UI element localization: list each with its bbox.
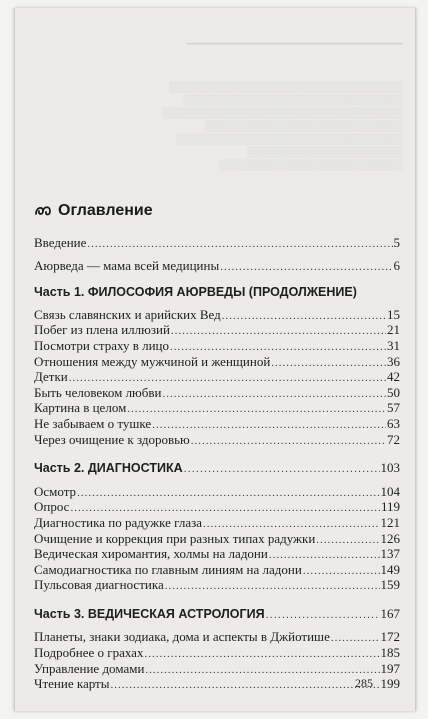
bleed-through-text: ━━━━━━━━━━━━━━━━━━━━━━━━━━━━━━━━━━━━ ▒▒▒▒▒▒▒▒▒▒▒▒▒▒▒▒▒▒▒▒▒▒▒▒▒▒▒▒▒▒▒▒▒ ▒▒▒▒▒▒▒▒▒▒▒▒▒▒▒▒▒▒▒▒▒▒▒▒▒▒▒▒▒▒▒ ▒▒▒▒▒▒▒▒▒▒▒▒▒▒▒▒▒▒▒▒▒▒▒▒▒▒▒▒▒▒▒▒▒▒ ▒▒▒▒▒▒▒▒▒▒▒▒▒▒▒▒▒▒▒▒▒▒▒▒▒▒▒▒ ▒▒▒▒▒▒▒▒▒▒▒▒▒▒▒▒▒▒▒▒▒▒▒▒▒▒▒▒▒▒▒▒ ▒▒▒▒▒▒▒▒▒▒▒▒▒▒▒▒▒▒▒▒▒▒ ▒▒▒▒▒▒▒▒▒▒▒▒▒▒▒▒▒▒▒▒▒▒▒▒▒▒: [162, 39, 403, 171]
toc-entry-page: 159: [380, 577, 400, 593]
toc-entry-page: 15: [387, 306, 400, 322]
leader-dots: [316, 533, 379, 548]
leader-dots: [127, 402, 386, 417]
toc-entry-title: Побег из плена иллюзий: [34, 322, 170, 338]
fleuron-icon: [34, 204, 52, 218]
leader-dots: [271, 356, 386, 371]
toc-entry-page: 197: [380, 660, 400, 676]
toc-heading: [34, 202, 153, 220]
toc-entry[interactable]: [34, 485, 400, 501]
toc-entry-title: Связь славянских и арийских Вед: [34, 306, 221, 322]
toc-entry-title: Опрос: [34, 499, 70, 515]
toc-part-heading[interactable]: [34, 461, 400, 477]
leader-dots: [222, 309, 386, 324]
toc-entry[interactable]: [34, 547, 400, 563]
toc-title: Оглавление: [58, 202, 153, 219]
leader-dots: [110, 678, 379, 693]
toc-entry-page: 5: [393, 235, 400, 250]
toc-entry-page: 57: [387, 400, 400, 416]
toc-entry[interactable]: [34, 433, 400, 449]
toc-entry[interactable]: [34, 500, 400, 516]
toc-entry-page: 36: [387, 353, 400, 369]
toc-entry-page: 72: [387, 431, 400, 447]
leader-dots: [171, 324, 386, 339]
leader-dots: [165, 579, 380, 594]
leader-dots: [220, 260, 392, 275]
toc-entry[interactable]: [34, 339, 400, 355]
toc-entry[interactable]: [34, 578, 400, 594]
page-number: 285: [355, 676, 373, 690]
toc-entry-page: 199: [380, 676, 400, 692]
toc-entry-title: Очищение и коррекция при разных типах радужки: [34, 530, 316, 546]
toc-entry-title: Чтение карты: [34, 676, 110, 692]
leader-dots: [184, 462, 380, 477]
toc-entry[interactable]: [34, 236, 400, 252]
toc-entry-title: Ведическая хиромантия, холмы на ладони: [34, 546, 268, 562]
leader-dots: [191, 434, 386, 449]
toc-entry-page: 63: [387, 415, 400, 431]
toc-entry-title: Введение: [34, 235, 87, 250]
toc-entry-page: 104: [380, 483, 400, 499]
toc-entry[interactable]: [34, 401, 400, 417]
toc-entry[interactable]: [34, 563, 400, 579]
toc-entry-title: Пульсовая диагностика: [34, 577, 164, 593]
toc-part-page: 103: [380, 460, 400, 476]
leader-dots: [87, 237, 392, 252]
toc-part-heading[interactable]: [34, 285, 400, 300]
toc-part-title: Часть 1. ФИЛОСОФИЯ АЮРВЕДЫ (ПРОДОЛЖЕНИЕ): [34, 285, 357, 300]
toc-entry-title: Быть человеком любви: [34, 384, 162, 400]
toc-entry-page: 31: [387, 337, 400, 353]
toc-entry[interactable]: [34, 370, 400, 386]
toc-part-heading[interactable]: [34, 607, 400, 623]
toc-entry-page: 42: [387, 369, 400, 385]
toc-part-title: Часть 2. ДИАГНОСТИКА: [34, 461, 183, 476]
toc-entry-page: 126: [380, 530, 400, 546]
leader-dots: [152, 418, 386, 433]
leader-dots: [266, 608, 380, 623]
leader-dots: [69, 371, 386, 386]
toc-entry[interactable]: [34, 308, 400, 324]
toc-entry-title: Через очищение к здоровью: [34, 431, 190, 447]
toc-entry[interactable]: [34, 516, 400, 532]
toc-entry-title: Подробнее о грахах: [34, 645, 144, 661]
toc-entry[interactable]: [34, 386, 400, 402]
toc-entry-page: 119: [380, 499, 400, 515]
toc-entry-title: Планеты, знаки зодиака, дома и аспекты в Джйотише: [34, 629, 330, 645]
leader-dots: [144, 647, 379, 662]
toc-entry-title: Не забываем о тушке: [34, 415, 152, 431]
leader-dots: [162, 387, 386, 402]
table-of-contents: [34, 236, 400, 693]
toc-entry-title: Картина в целом: [34, 400, 127, 416]
leader-dots: [269, 548, 380, 563]
toc-entry-title: Детки: [34, 369, 68, 385]
toc-entry-page: 6: [393, 257, 400, 273]
leader-dots: [303, 564, 380, 579]
toc-entry-page: 149: [380, 561, 400, 577]
toc-entry[interactable]: [34, 323, 400, 339]
toc-entry-title: Диагностика по радужке глаза: [34, 514, 203, 530]
toc-entry[interactable]: [34, 417, 400, 433]
toc-entry[interactable]: [34, 532, 400, 548]
toc-entry-page: 50: [387, 384, 400, 400]
leader-dots: [203, 517, 379, 532]
toc-part-page: 167: [380, 605, 400, 621]
toc-entry-title: Осмотр: [34, 483, 77, 499]
toc-entry[interactable]: [34, 662, 400, 678]
toc-entry-title: Аюрведа — мама всей медицины: [34, 257, 220, 273]
toc-entry[interactable]: [34, 646, 400, 662]
toc-entry-title: Отношения между мужчиной и женщиной: [34, 353, 271, 369]
toc-entry-page: 185: [380, 645, 400, 661]
toc-entry[interactable]: [34, 259, 400, 275]
toc-entry-page: 21: [387, 322, 400, 338]
toc-entry-title: Посмотри страху в лицо: [34, 337, 170, 353]
toc-entry-page: 121: [380, 514, 400, 530]
toc-entry-title: Управление домами: [34, 660, 145, 676]
toc-entry[interactable]: [34, 355, 400, 371]
toc-entry[interactable]: [34, 677, 400, 693]
toc-entry-page: 172: [380, 629, 400, 645]
toc-part-title: Часть 3. ВЕДИЧЕСКАЯ АСТРОЛОГИЯ: [34, 606, 265, 621]
toc-entry-page: 137: [380, 546, 400, 562]
leader-dots: [331, 631, 380, 646]
leader-dots: [170, 340, 386, 355]
leader-dots: [70, 501, 380, 516]
leader-dots: [145, 663, 379, 678]
toc-entry[interactable]: [34, 630, 400, 646]
toc-entry-title: Самодиагностика по главным линиям на ладони: [34, 561, 302, 577]
leader-dots: [77, 486, 379, 501]
